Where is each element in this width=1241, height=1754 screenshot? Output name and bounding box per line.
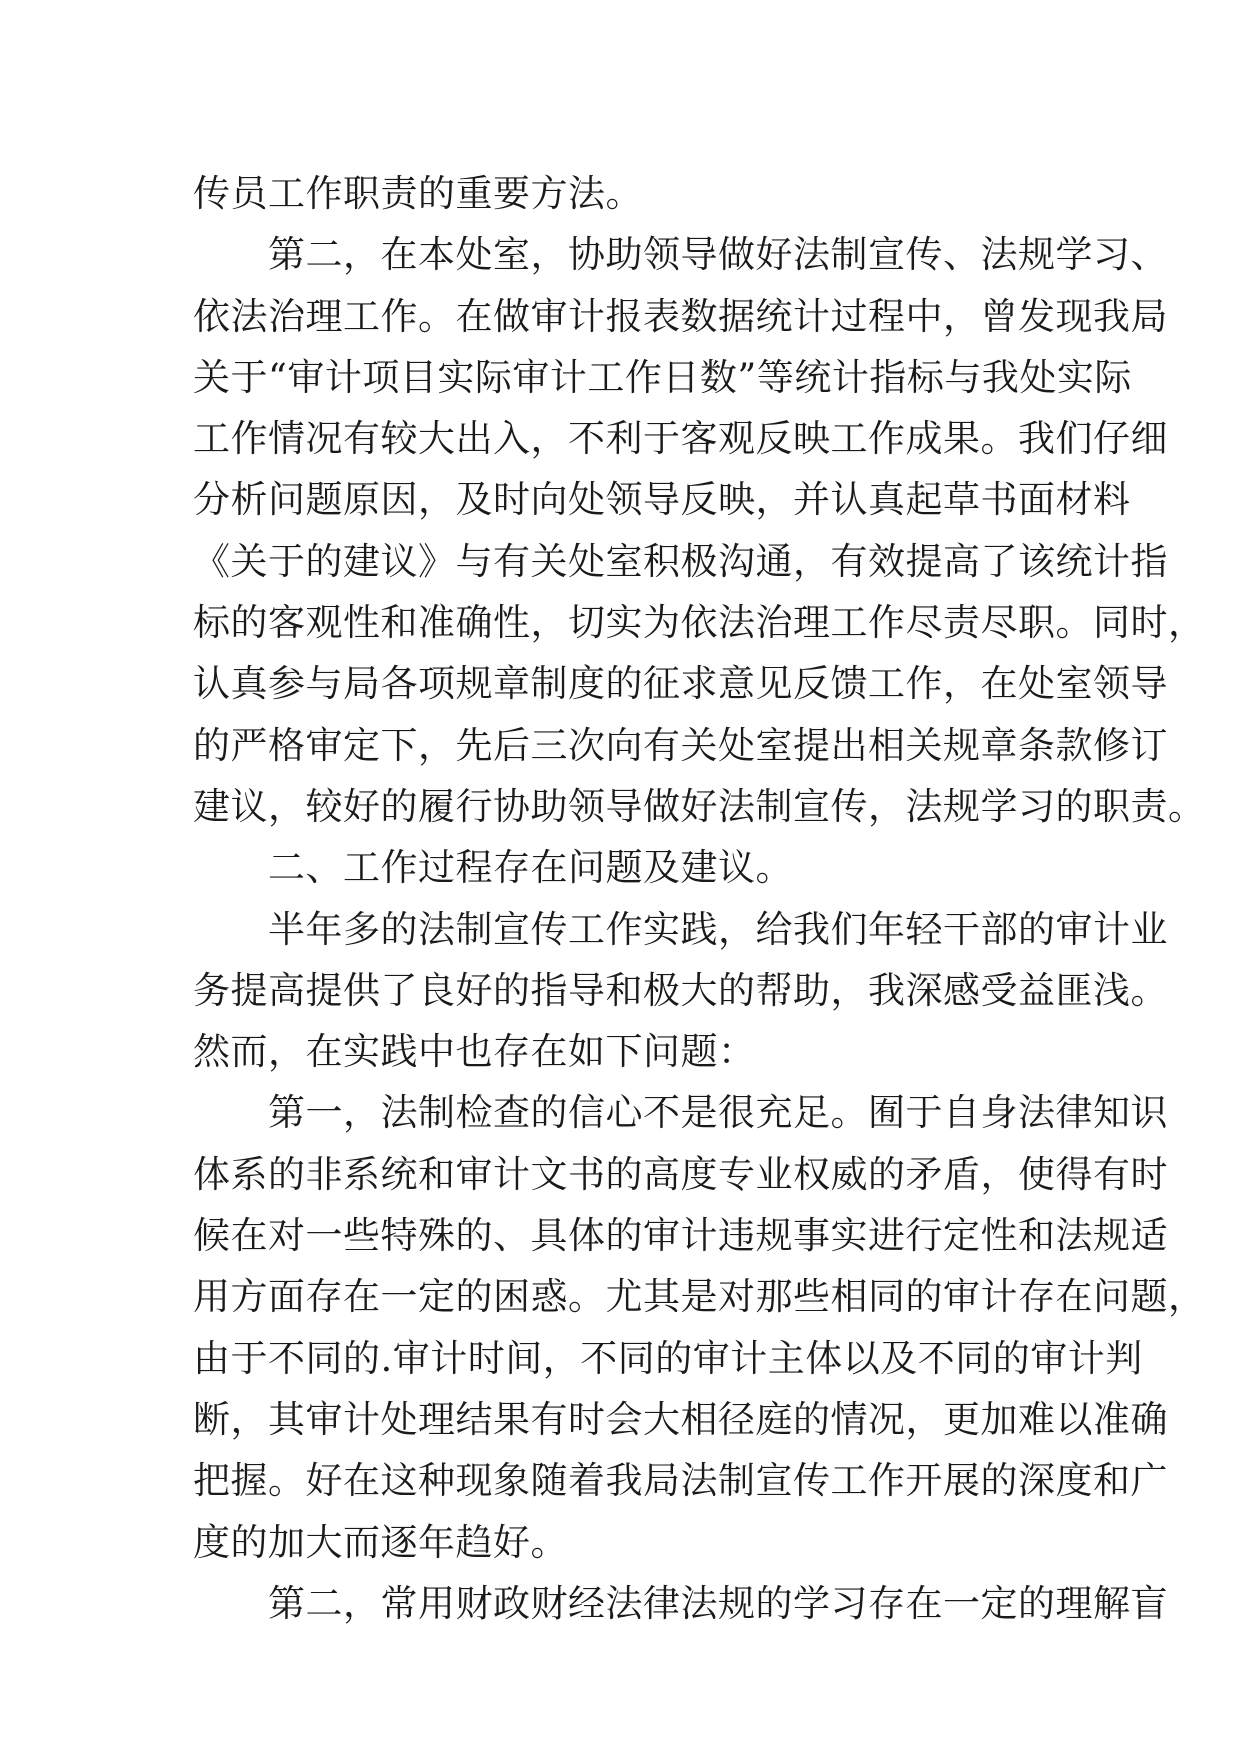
text-line: 用方面存在一定的困惑。尤其是对那些相同的审计存在问题， [193,1275,1206,1319]
text-line: 然而，在实践中也存在如下问题： [193,1030,756,1074]
section-heading: 二、工作过程存在问题及建议。 [193,846,793,890]
text-line: 由于不同的.审计时间，不同的审计主体以及不同的审计判 [193,1336,1143,1380]
text-line: 体系的非系统和审计文书的高度专业权威的矛盾，使得有时 [193,1152,1168,1196]
text-line: 建议，较好的履行协助领导做好法制宣传，法规学习的职责。 [193,784,1206,828]
text-line: 断，其审计处理结果有时会大相径庭的情况，更加难以准确 [193,1397,1168,1441]
text-line: 传员工作职责的重要方法。 [193,172,643,215]
text-line: 半年多的法制宣传工作实践，给我们年轻干部的审计业 [193,907,1168,951]
body-text [193,163,1206,1634]
text-line: 把握。好在这种现象随着我局法制宣传工作开展的深度和广 [193,1459,1168,1503]
text-line: 的严格审定下，先后三次向有关处室提出相关规章条款修订 [193,723,1168,767]
text-line: 第二，常用财政财经法律法规的学习存在一定的理解盲 [193,1581,1168,1625]
text-line: 分析问题原因，及时向处领导反映，并认真起草书面材料 [193,478,1131,522]
text-line: 第一，法制检查的信心不是很充足。囿于自身法律知识 [193,1091,1168,1135]
text-line: 工作情况有较大出入，不利于客观反映工作成果。我们仔细 [193,417,1168,461]
text-line: 依法治理工作。在做审计报表数据统计过程中，曾发现我局 [193,294,1168,338]
text-line: 标的客观性和准确性，切实为依法治理工作尽责尽职。同时， [193,601,1206,645]
text-line: 度的加大而逐年趋好。 [193,1520,568,1564]
text-line: 认真参与局各项规章制度的征求意见反馈工作，在处室领导 [193,662,1168,706]
text-line: 务提高提供了良好的指导和极大的帮助，我深感受益匪浅。 [193,968,1168,1012]
text-line: 关于“审计项目实际审计工作日数”等统计指标与我处实际 [193,355,1132,399]
text-line: 候在对一些特殊的、具体的审计违规事实进行定性和法规适 [193,1214,1168,1258]
text-line: 第二，在本处室，协助领导做好法制宣传、法规学习、 [193,233,1168,277]
text-line: 《关于的建议》与有关处室积极沟通，有效提高了该统计指 [193,539,1168,583]
